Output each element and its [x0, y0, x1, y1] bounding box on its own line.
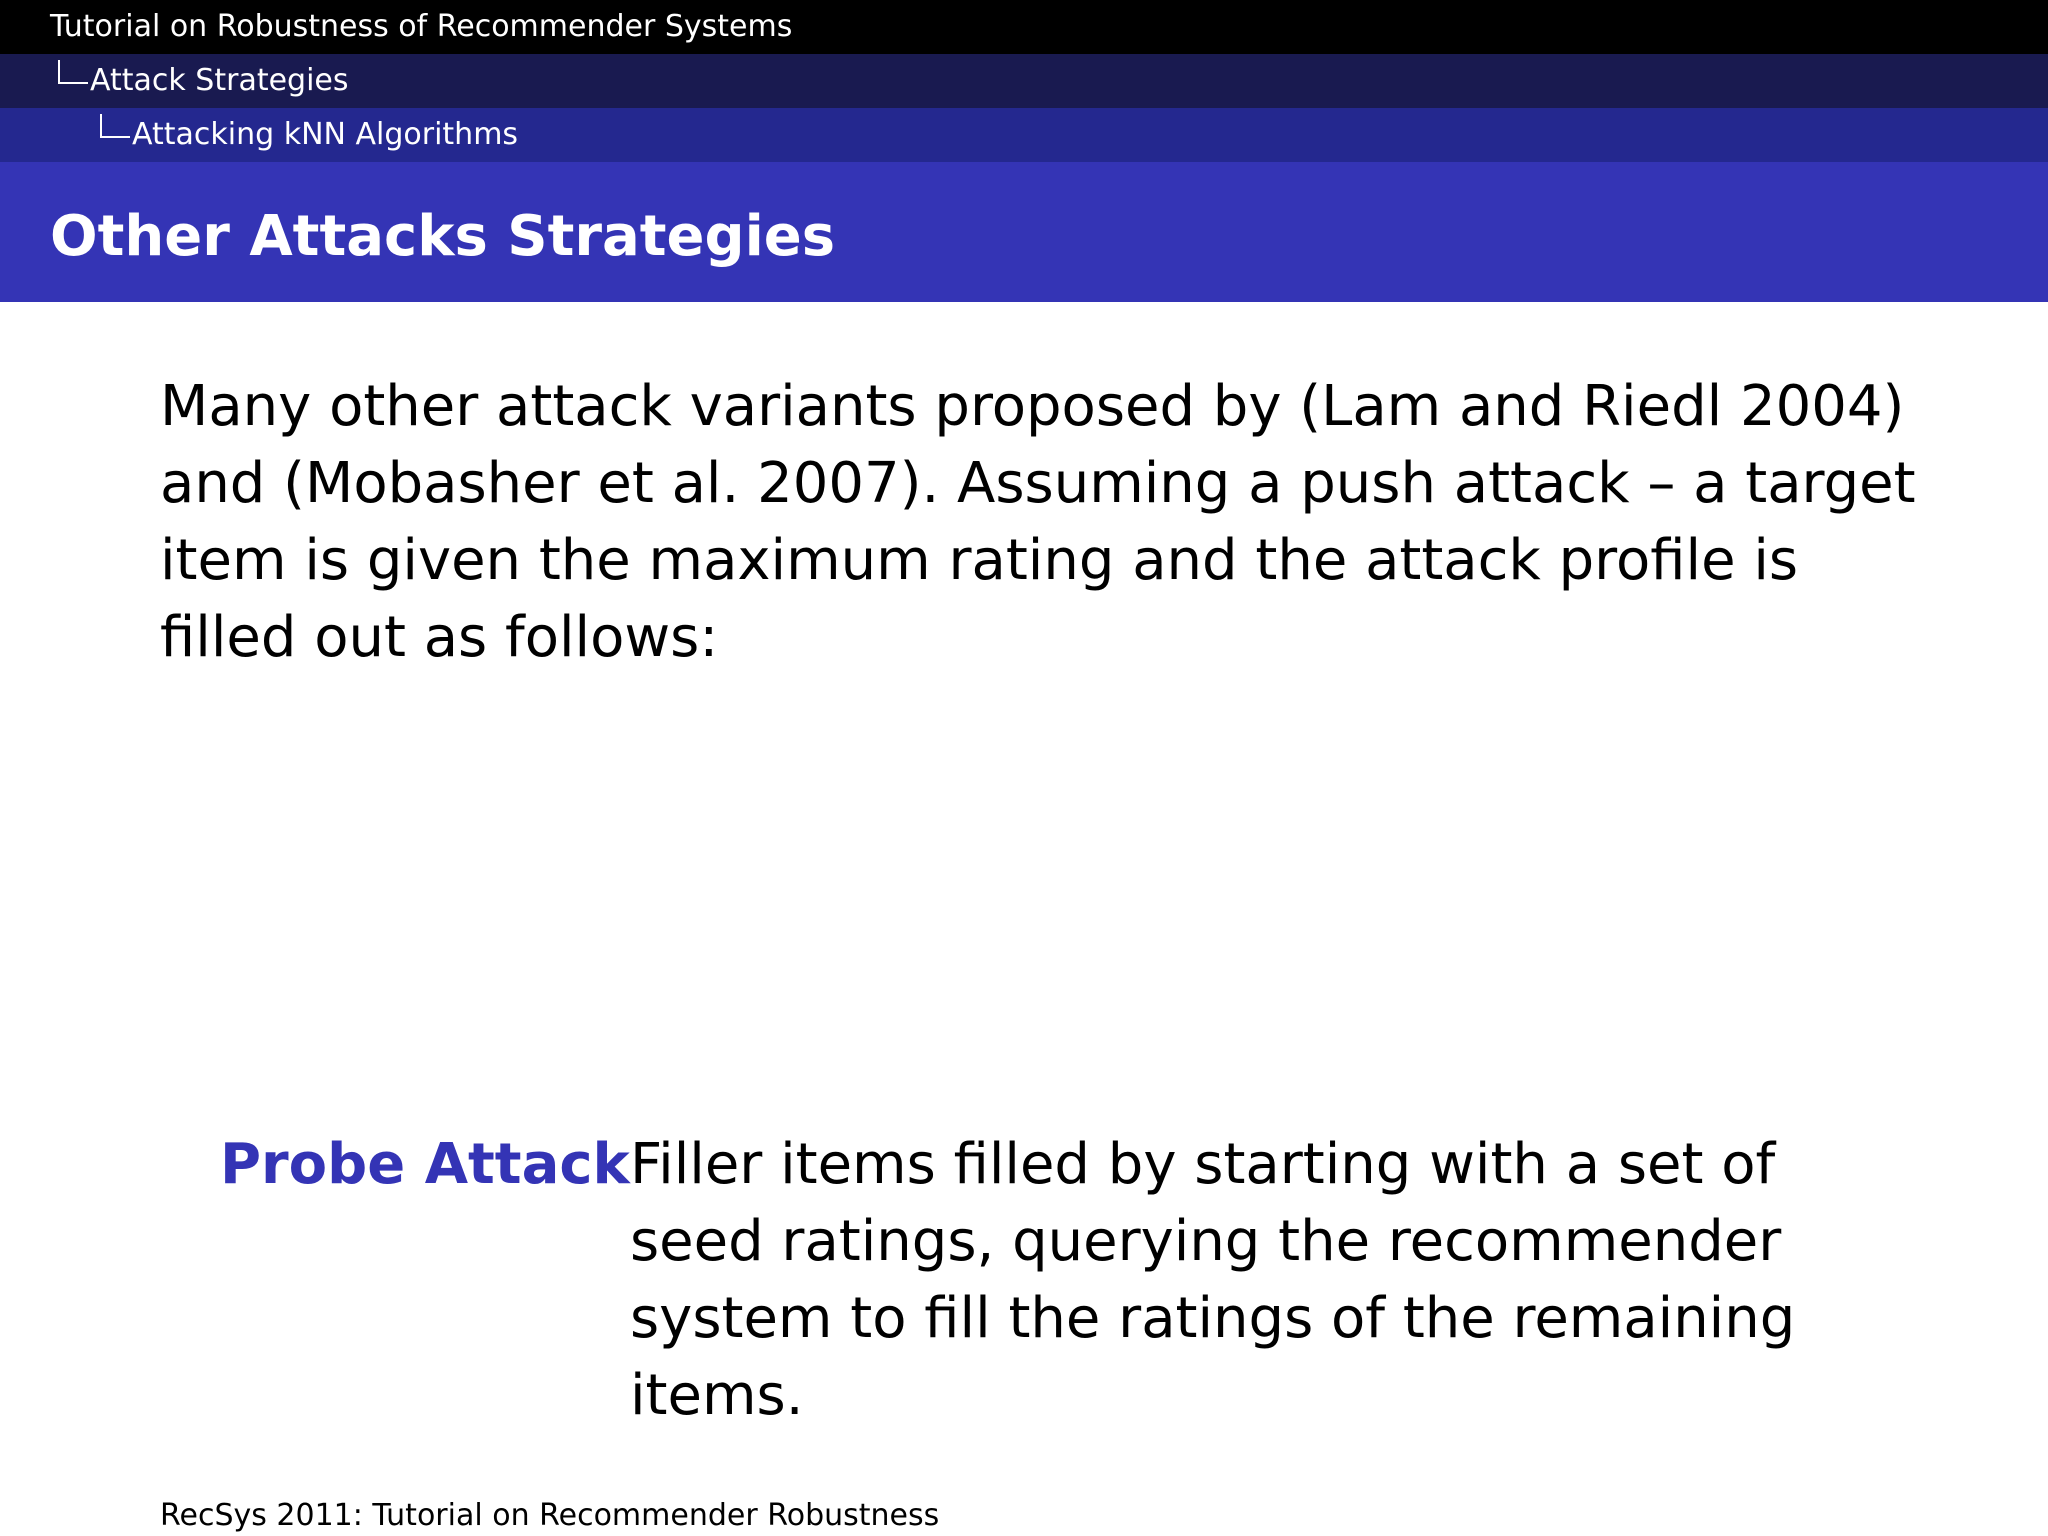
presentation-title: Tutorial on Robustness of Recommender Systems	[50, 9, 793, 44]
subsection-bar	[0, 108, 2048, 162]
section-label: Attack Strategies	[90, 63, 349, 98]
definition-description: Filler items filled by starting with a set of seed ratings, querying the recommender system to fill the ratings of the remaining items.	[630, 1132, 1796, 1428]
presentation-title-bar	[0, 0, 2048, 54]
intro-paragraph: Many other attack variants proposed by (Lam and Riedl 2004) and (Mobasher et al. 2007). Assuming a push attack – a target item is given the maximum rating and the attack profile is filled out as follows:	[160, 374, 1916, 670]
slide-title: Other Attacks Strategies	[50, 204, 836, 269]
tree-branch-icon	[58, 60, 88, 84]
section-bar	[0, 54, 2048, 108]
slide-footer: RecSys 2011: Tutorial on Recommender Robustness	[160, 1498, 940, 1533]
definition-term: Probe Attack	[220, 1132, 630, 1197]
subsection-label: Attacking kNN Algorithms	[132, 117, 519, 152]
slide-title-bar	[0, 162, 2048, 302]
tree-branch-icon	[100, 114, 130, 138]
